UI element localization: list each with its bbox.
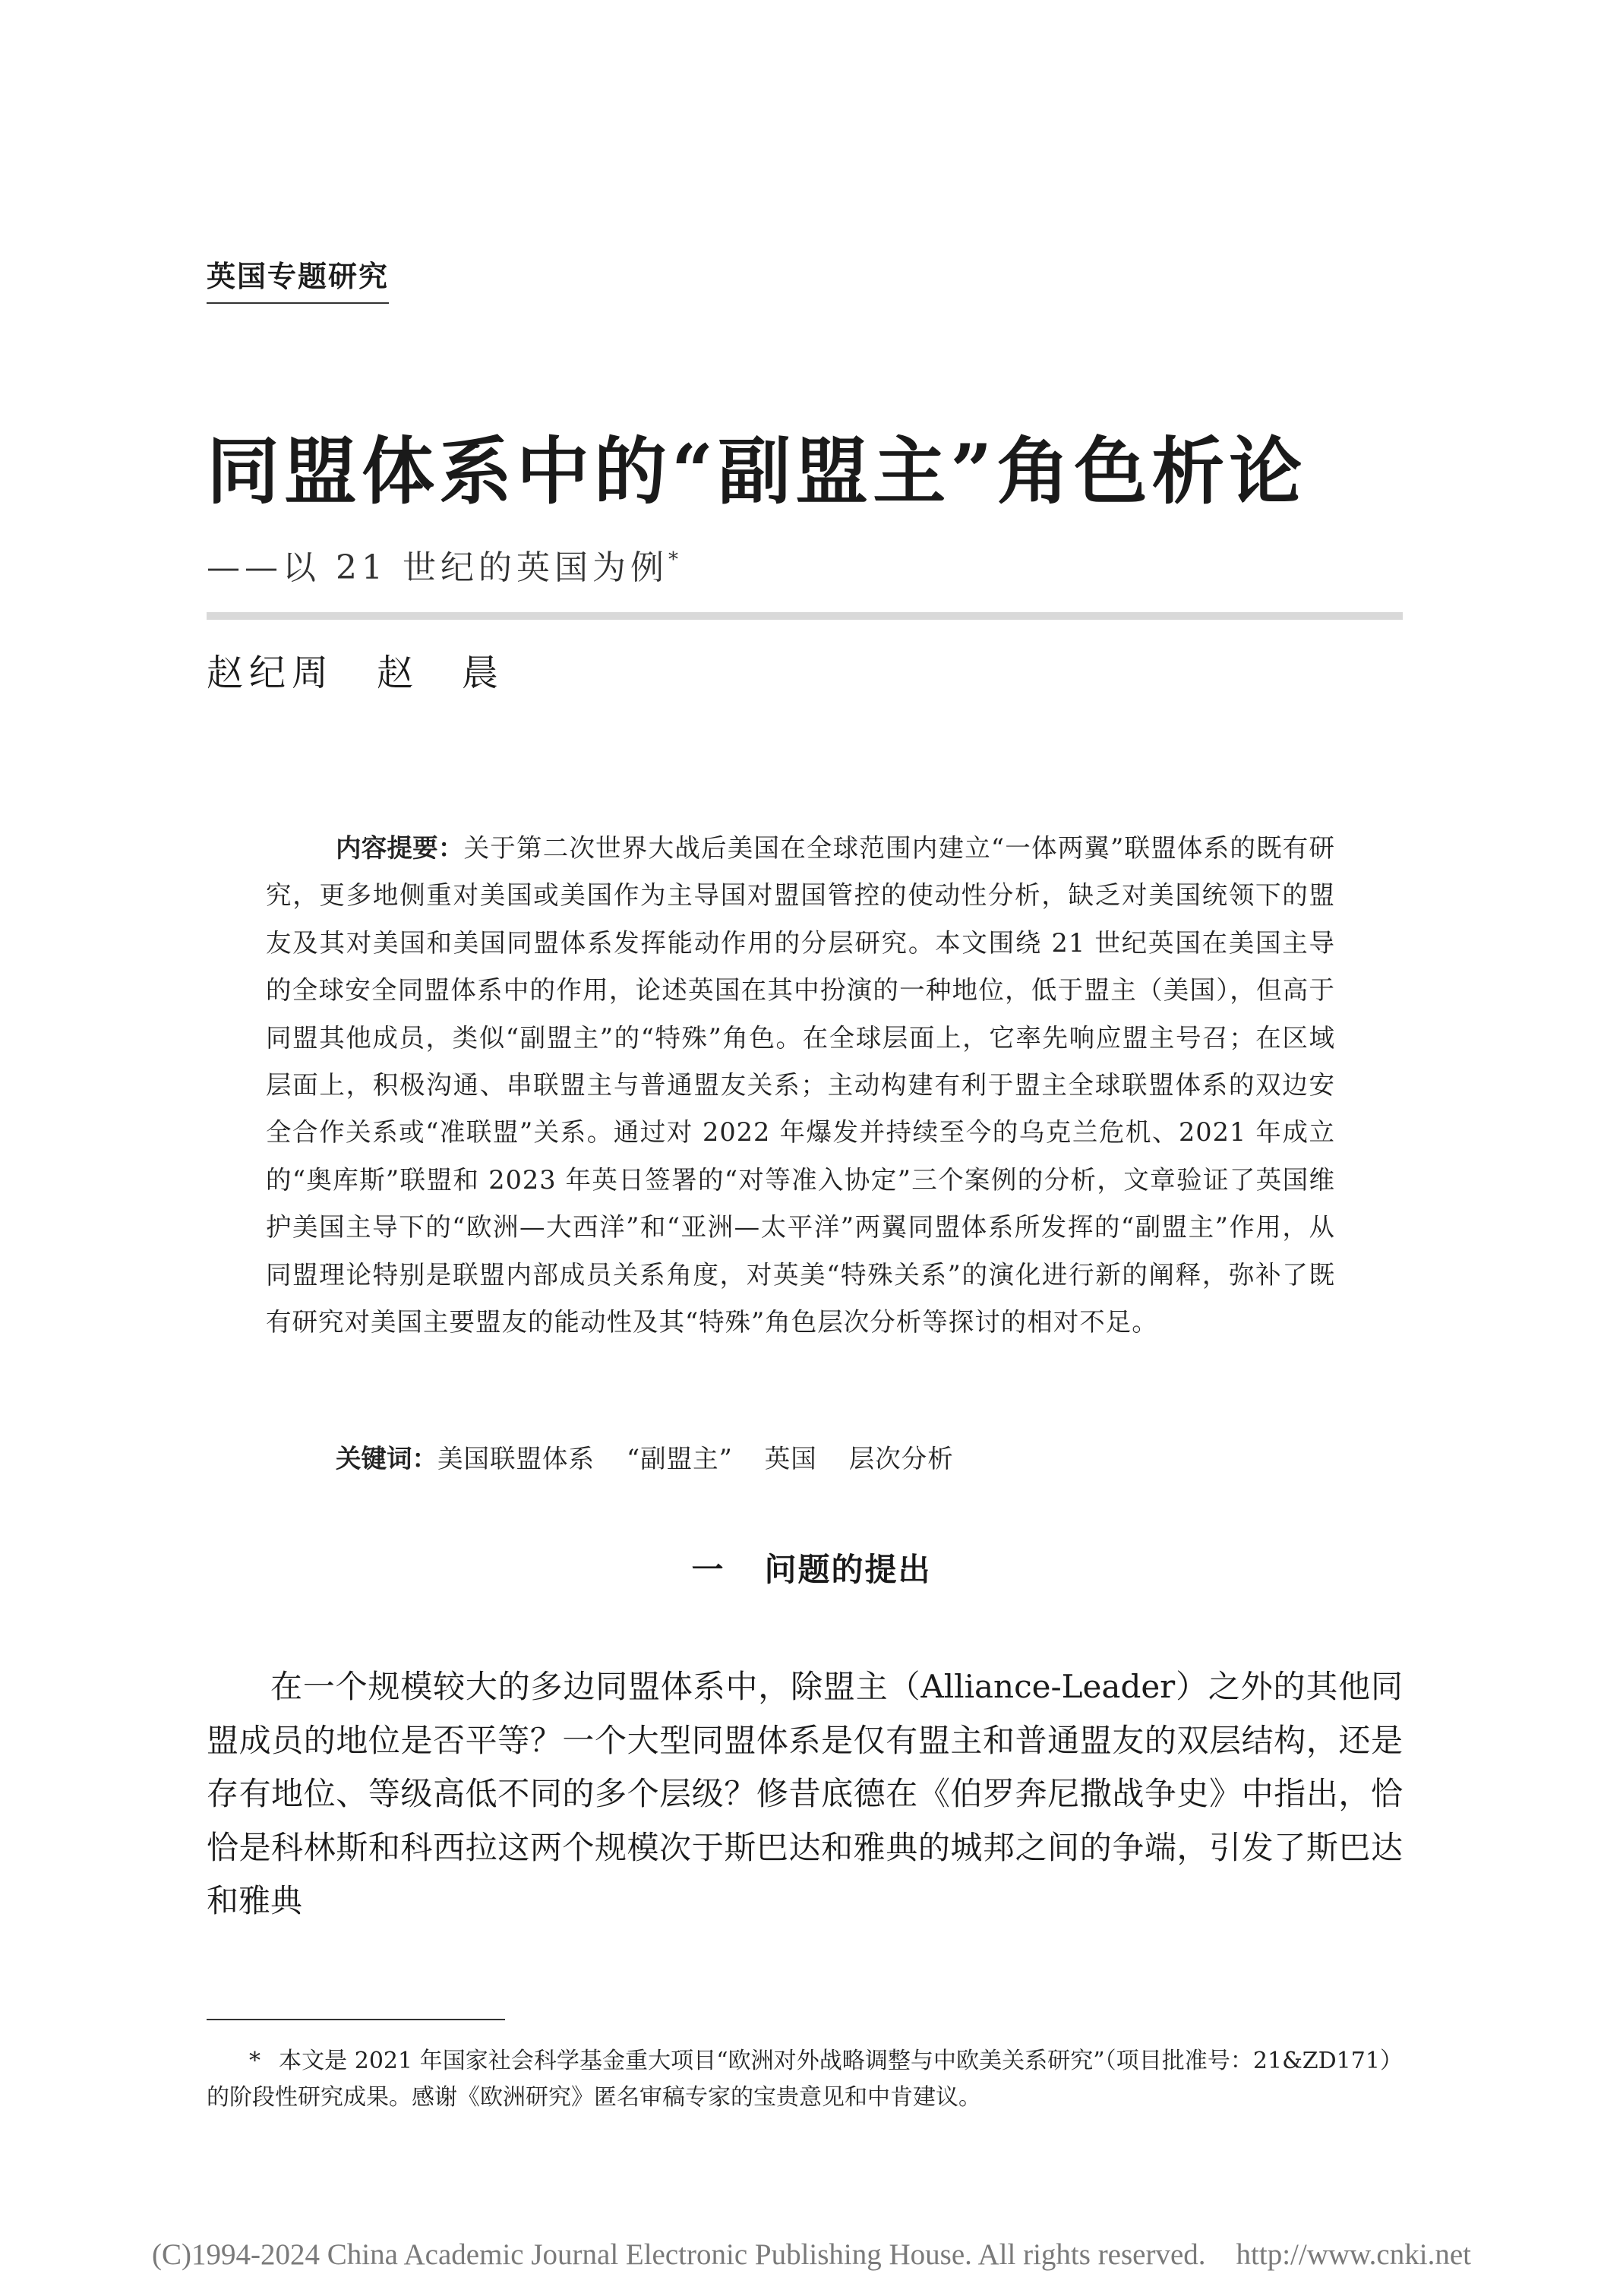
keyword: 英国 [764, 1444, 817, 1473]
keyword: 层次分析 [848, 1444, 954, 1473]
body-paragraph: 在一个规模较大的多边同盟体系中，除盟主（Alliance-Leader）之外的其他同盟成员的地位是否平等？一个大型同盟体系是仅有盟主和普通盟友的双层结构，还是存有地位、等级高低不同的多个层级？修昔底德在《伯罗奔尼撒战争史》中指出，恰恰是科林斯和科西拉这两个规模次于斯巴达和雅典的城邦之间的争端，引发了斯巴达和雅典 [207, 1668, 1403, 1919]
section-title: 问题的提出 [764, 1551, 932, 1588]
cnki-link[interactable]: http://www.cnki.net [1236, 2238, 1471, 2271]
author-name: 赵 晨 [377, 652, 505, 694]
footnote-mark: * [249, 2048, 261, 2074]
footnote [207, 2043, 1403, 2116]
section-heading [0, 1551, 1623, 1589]
keywords [336, 1442, 954, 1477]
author-name: 赵纪周 [207, 652, 335, 694]
keyword: “副盟主” [627, 1444, 733, 1473]
footnote-text: 本文是 2021 年国家社会科学基金重大项目“欧洲对外战略调整与中欧美关系研究”（项目批准号：21&ZD171）的阶段性研究成果。感谢《欧洲研究》匿名审稿专家的宝贵意见和中肯建议。 [207, 2048, 1403, 2111]
authors [207, 652, 504, 696]
copyright-watermark [0, 2238, 1623, 2273]
subtitle-footnote-mark[interactable]: * [668, 548, 683, 571]
keyword: 美国联盟体系 [437, 1444, 595, 1473]
abstract [266, 825, 1335, 1346]
section-number: 一 [691, 1551, 725, 1588]
article-title: 同盟体系中的“副盟主”角色析论 [207, 428, 1307, 514]
abstract-label: 内容提要： [336, 833, 464, 863]
section-tag: 英国专题研究 [207, 260, 389, 304]
article-subtitle [207, 548, 683, 589]
copyright-text: (C)1994-2024 China Academic Journal Electronic Publishing House. All rights reserved. [152, 2238, 1206, 2271]
abstract-text: 关于第二次世界大战后美国在全球范围内建立“一体两翼”联盟体系的既有研究，更多地侧重对美国或美国作为主导国对盟国管控的使动性分析，缺乏对美国统领下的盟友及其对美国和美国同盟体系发挥能动作用的分层研究。本文围绕 21 世纪英国在美国主导的全球安全同盟体系中的作用，论述英国在其中扮演的一种地位，低于盟主（美国），但高于同盟其他成员，类似“副盟主”的“特殊”角色。在全球层面上，它率先响应盟主号召；在区域层面上，积极沟通、串联盟主与普通盟友关系；主动构建有利于盟主全球联盟体系的双边安全合作关系或“准联盟”关系。通过对 2022 年爆发并持续至今的乌克兰危机、2021 年成立的“奥库斯”联盟和 2023 年英日签署的“对等准入协定”三个案例的分析，文章验证了英国维护美国主导下的“欧洲—大西洋”和“亚洲—太平洋”两翼同盟体系所发挥的“副盟主”作用，从同盟理论特别是联盟内部成员关系角度，对英美“特殊关系”的演化进行新的阐释，弥补了既有研究对美国主要盟友的能动性及其“特殊”角色层次分析等探讨的相对不足。 [266, 833, 1335, 1337]
footnote-divider [207, 2019, 505, 2020]
title-divider [207, 612, 1403, 620]
subtitle-text: ——以 21 世纪的英国为例 [207, 548, 668, 587]
keywords-label: 关键词： [336, 1444, 437, 1473]
